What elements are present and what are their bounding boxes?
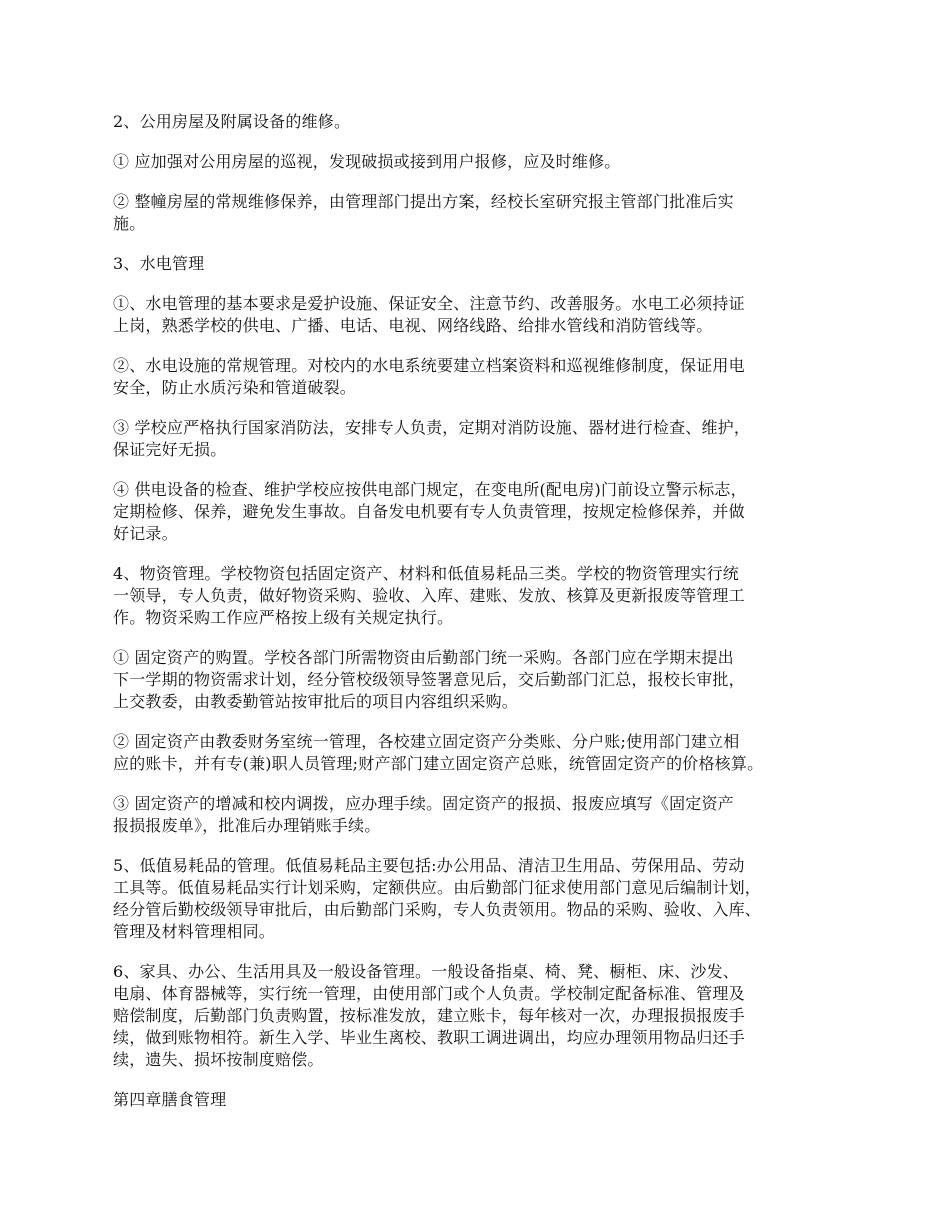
paragraph: ①、水电管理的基本要求是爱护设施、保证安全、注意节约、改善服务。水电工必须持证 上岗，熟悉学校的供电、广播、电话、电视、网络线路、给排水管线和消防管线等。 xyxy=(113,294,745,335)
section-heading-utilities: 3、水电管理 xyxy=(113,254,205,273)
paragraph: ① 固定资产的购置。学校各部门所需物资由后勤部门统一采购。各部门应在学期末提出 下一学期的物资需求计划，经分管校级领导签署意见后，交后勤部门汇总，报校长审批， 上交教委，由教委勤管站按审批后的项目内容组织采购。 xyxy=(113,648,745,711)
paragraph: ② 整幢房屋的常规维修保养，由管理部门提出方案，经校长室研究报主管部门批准后实 施。 xyxy=(113,192,734,233)
paragraph: ② 固定资产由教委财务室统一管理，各校建立固定资产分类账、分户账;使用部门建立相 应的账卡，并有专(兼)职人员管理;财产部门建立固定资产总账，统管固定资产的价格核算。 xyxy=(113,732,764,773)
chapter-heading: 第四章膳食管理 xyxy=(113,1090,227,1109)
paragraph: ④ 供电设备的检查、维护学校应按供电部门规定，在变电所(配电房)门前设立警示标志， 定期检修、保养，避免发生事故。自备发电机要有专人负责管理，按规定检修保养，并做 好记录。 xyxy=(113,480,747,543)
paragraph: ②、水电设施的常规管理。对校内的水电系统要建立档案资料和巡视维修制度，保证用电 安全，防止水质污染和管道破裂。 xyxy=(113,356,745,397)
paragraph: ③ 固定资产的增减和校内调拨，应办理手续。固定资产的报损、报废应填写《固定资产 报损报废单》，批准后办理销账手续。 xyxy=(113,794,734,835)
paragraph: ① 应加强对公用房屋的巡视，发现破损或接到用户报修，应及时维修。 xyxy=(113,152,621,171)
section-heading-repairs: 2、公用房屋及附属设备的维修。 xyxy=(113,112,351,131)
section-heading-furniture: 6、家具、办公、生活用具及一般设备管理。一般设备指桌、椅、凳、橱柜、床、沙发、 电扇、体育器械等，实行统一管理，由使用部门或个人负责。学校制定配备标准、管理及 赔偿制度，后勤部门负责购置，按标准发放，建立账卡，每年核对一次，办理报损报废手 续，做到账物相符。新生入学、毕业生离校、教职工调进调出，均应办理领用物品归还手 续，遗失、损坏按制度赔偿。 xyxy=(113,962,745,1069)
section-heading-materials: 4、物资管理。学校物资包括固定资产、材料和低值易耗品三类。学校的物资管理实行统 一领导，专人负责，做好物资采购、验收、入库、建账、发放、核算及更新报废等管理工 作。物资采购工作应严格按上级有关规定执行。 xyxy=(113,564,745,627)
section-heading-consumables: 5、低值易耗品的管理。低值易耗品主要包括:办公用品、清洁卫生用品、劳保用品、劳动 工具等。低值易耗品实行计划采购，定额供应。由后勤部门征求使用部门意见后编制计划， 经分管后勤校级领导审批后，由后勤部门采购，专人负责领用。物品的采购、验收、入库、 管理及材料管理相同。 xyxy=(113,856,762,941)
paragraph: ③ 学校应严格执行国家消防法，安排专人负责，定期对消防设施、器材进行检查、维护， 保证完好无损。 xyxy=(113,418,751,459)
document-body xyxy=(113,111,848,1129)
